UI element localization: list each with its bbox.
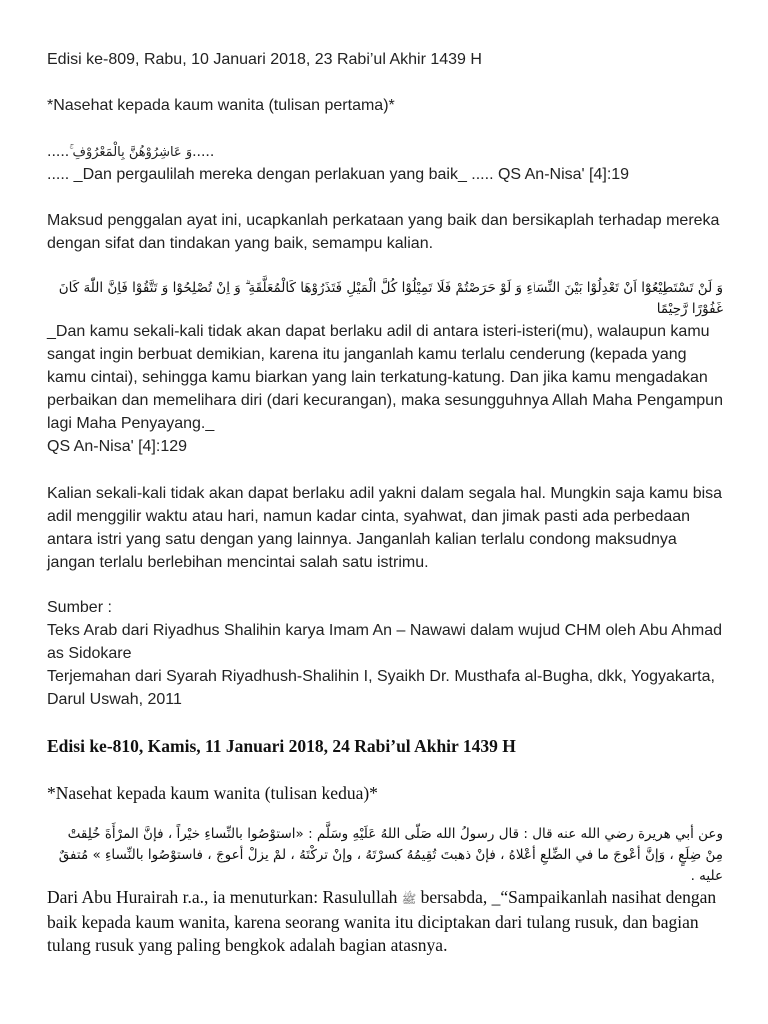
ayat-129-translation: _Dan kamu sekali-kali tidak akan dapat berlaku adil di antara isteri-isteri(mu), walaupun kamu sangat ingin berbuat demikian, karena itu janganlah kamu terlalu cenderung (kepada yang kamu cintai), sehingga kamu biarkan yang lain terkatung-katung. Dan jika kamu mengadakan perbaikan dan memelihara diri (dari kecurangan), maka sesungguhnya Allah Maha Pengampun lagi Maha Penyayang._ <box>47 323 723 432</box>
saw-icon: ﷺ <box>401 892 417 906</box>
dots-right: ..... <box>192 143 215 160</box>
translation-rest: bersabda, _“Sampaikanlah nasihat dengan baik kepada kaum wanita, karena seorang wanita itu diciptakan dari tulang rusuk, dan bagian tulang rusuk yang paling bengkok adalah bagian atasnya. <box>47 887 717 955</box>
edisi-809-paragraph-1: Maksud penggalan ayat ini, ucapkanlah perkataan yang baik dan bersikaplah terhadap mereka dengan sifat dan tindakan yang baik, semampu kalian. <box>47 212 720 252</box>
ayat-19-arabic: وَ عَاشِرُوْهُنَّ بِالْمَعْرُوْفِ ۚ <box>69 145 193 160</box>
edisi-809-header: Edisi ke-809, Rabu, 10 Januari 2018, 23 Rabi’ul Akhir 1439 H <box>47 51 482 68</box>
hadith-translation <box>47 886 727 957</box>
ayat-19-translation: ..... _Dan pergaulilah mereka dengan perlakuan yang baik_ ..... QS An-Nisa' [4]:19 <box>47 166 630 183</box>
translation-lead: Dari Abu Hurairah r.a., ia menuturkan: Rasulullah <box>47 887 398 907</box>
sumber-arabic-text: Teks Arab dari Riyadhus Shalihin karya Imam An – Nawawi dalam wujud CHM oleh Abu Ahmad as Sidokare <box>47 622 722 662</box>
sumber-label: Sumber : <box>47 599 112 616</box>
dots-left: ..... <box>47 143 70 160</box>
edisi-810-header: Edisi ke-810, Kamis, 11 Januari 2018, 24 Rabi’ul Akhir 1439 H <box>47 736 516 756</box>
sumber-translation: Terjemahan dari Syarah Riyadhush-Shalihin I, Syaikh Dr. Musthafa al-Bugha, dkk, Yogyakarta, Darul Uswah, 2011 <box>47 668 715 708</box>
ayat-129-arabic: وَ لَنْ تَسْتَطِيْعُوْٓا اَنْ تَعْدِلُوْا بَيْنَ النِّسَاۤءِ وَ لَوْ حَرَصْتُمْ فَلَا تَمِيْلُوْا كُلَّ الْمَيْلِ فَتَذَرُوْهَا كَالْمُعَلَّقَةِ ۗ وَ اِنْ تُصْلِحُوْا وَ تَتَّقُوْا فَاِنَّ اللّٰهَ كَانَ غَفُوْرًا رَّحِيْمًا <box>58 280 723 317</box>
hadith-arabic: وعن أبي هريرة رضي الله عنه قال : قال رسولُ الله صَلّى اللهُ عَلَيْهِ وسَلَّم : «استوْصُوا بالنِّساءِ خيْراً ، فإنَّ المرْأَةَ خُلِقتْ مِنْ ضِلَعٍ ، وَإنَّ أعْوجَ ما في الضِّلعِ أعْلاهُ ، فإنْ ذهبتَ تُقِيمُهُ كسرْتَهُ ، وإنْ تركْتَهُ ، لمْ يزلْ أعوجَ ، فاستوْصُوا بالنِّساءِ » مُتفقٌ عليه . <box>58 826 723 884</box>
edisi-809-title: *Nasehat kepada kaum wanita (tulisan pertama)* <box>47 97 395 114</box>
ayat-19-arabic-line <box>47 140 727 164</box>
ayat-129-reference: QS An-Nisa' [4]:129 <box>47 438 188 455</box>
edisi-810-title: *Nasehat kepada kaum wanita (tulisan kedua)* <box>47 783 378 803</box>
edisi-809-paragraph-2: Kalian sekali-kali tidak akan dapat berlaku adil yakni dalam segala hal. Mungkin saja kamu bisa adil menggilir waktu atau hari, namun kadar cinta, syahwat, dan jimak pasti ada perbedaan antara istri yang satu dengan yang lainnya. Janganlah kalian terlalu condong maksudnya jangan terlalu berlebihan mencintai salah satu istrimu. <box>47 485 723 571</box>
